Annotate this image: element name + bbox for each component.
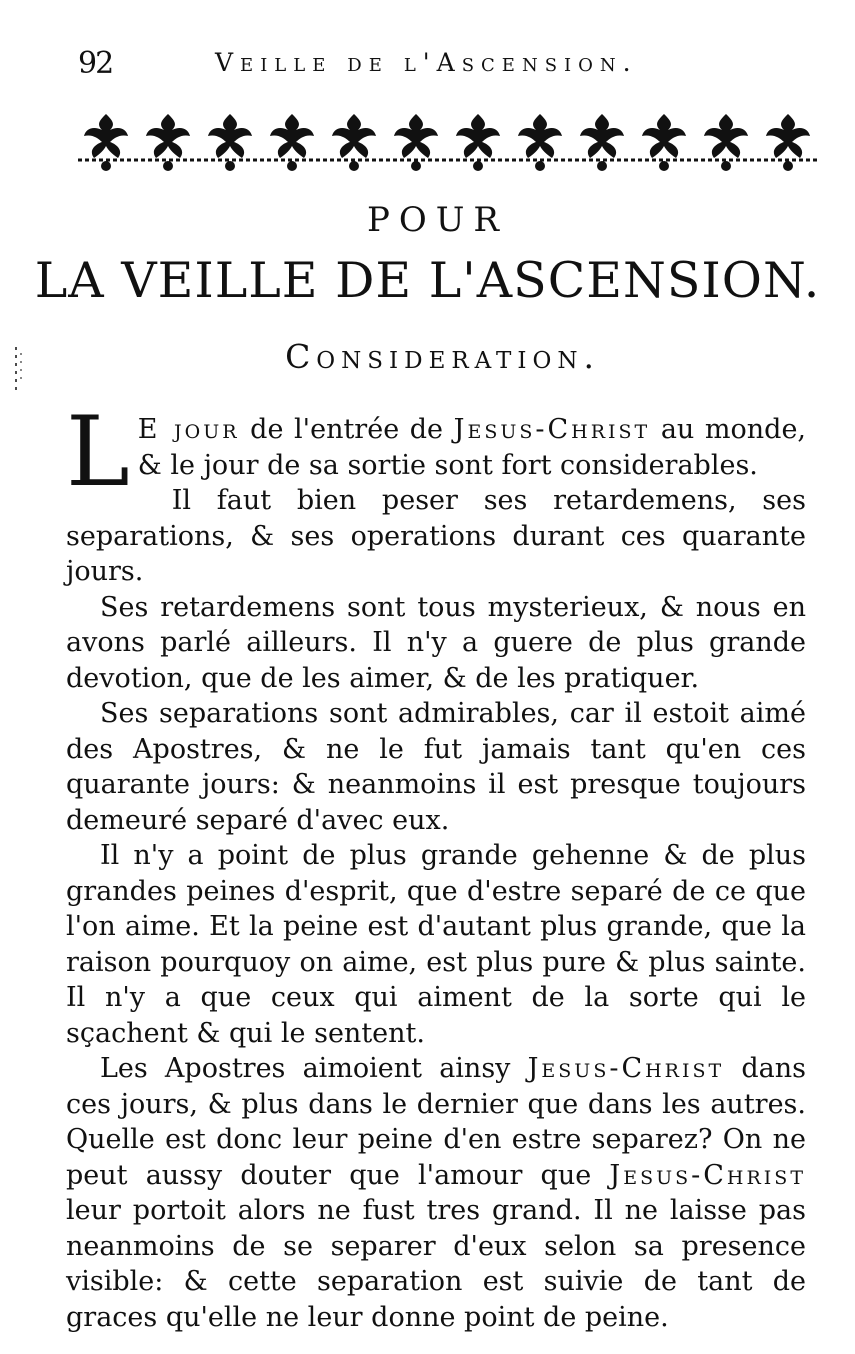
fleuron-icon xyxy=(208,114,252,171)
fleuron-ornament-icon xyxy=(78,110,820,174)
fleuron-icon xyxy=(270,114,314,171)
paragraph-text: Ses separations sont admirables, car il estoit aimé des Apostres, & ne le fut jamais tant qu'en ces quarante jours: & neanmoins il est presque toujours demeuré separé d'avec eux. xyxy=(66,698,806,836)
body-text xyxy=(66,396,807,1335)
fleuron-icon xyxy=(518,114,562,171)
paragraph-text: leur portoit alors ne fust tres grand. Il ne laisse pas neanmoins de se separer d'eux selon sa presence visible: & cette separation est suivie de tant de graces qu'elle ne leur donne point de peine. xyxy=(66,1195,806,1333)
name-jesus-christ: Jesus-Christ xyxy=(527,1053,725,1084)
page-title: LA VEILLE DE L'ASCENSION. xyxy=(34,252,821,309)
paragraph xyxy=(66,590,806,697)
fleuron-icon xyxy=(146,114,190,171)
paragraph xyxy=(66,838,806,1051)
fleuron-icon xyxy=(642,114,686,171)
fleuron-icon xyxy=(704,114,748,171)
paragraph xyxy=(66,1051,806,1335)
paragraph xyxy=(66,483,806,590)
paragraph xyxy=(66,696,806,838)
fleuron-icon xyxy=(766,114,810,171)
paragraph-text: Il n'y a point de plus grande gehenne & de plus grandes peines d'esprit, que d'estre separé de ce que l'on aime. Et la peine est d'autant plus grande, que la raison pourquoy on aime, est plus pure & plus sainte. Il n'y a que ceux qui aiment de la sorte qui le sçachent & qui le sentent. xyxy=(66,840,806,1049)
paragraph-text: dans ces jours, & plus dans le dernier que dans les autres. Quelle est donc leur peine d'en estre separez? On ne peut aussy douter que l'amour que xyxy=(66,1053,806,1191)
name-jesus-christ: Jesus-Christ xyxy=(609,1159,806,1191)
paragraph-text: Les Apostres aimoient ainsy xyxy=(100,1053,528,1084)
running-title: Veille de l'Ascension. xyxy=(215,48,638,77)
fleuron-icon xyxy=(84,114,128,171)
name-jesus-christ: Jesus-Christ xyxy=(453,414,651,445)
fleuron-icon xyxy=(580,114,624,171)
paragraph-text: Il faut bien peser ses retardemens, ses separations, & ses operations durant ces quarante jours. xyxy=(66,485,806,587)
fleuron-icon xyxy=(394,114,438,171)
paragraph xyxy=(66,396,807,508)
paragraph-text: Ses retardemens sont tous mysterieux, & nous en avons parlé ailleurs. Il n'y a guere de plus grande devotion, que de les aimer, & de les pratiquer. xyxy=(66,591,806,694)
section-subtitle: Consideration. xyxy=(285,337,600,376)
ornament-svg xyxy=(78,110,820,174)
fleuron-icon xyxy=(456,114,500,171)
heading-pour: POUR xyxy=(366,200,508,240)
fleuron-icon xyxy=(332,114,376,171)
lead-words: E jour xyxy=(137,414,240,445)
paragraph-text: au monde, & le jour de sa sortie sont fort considerables. xyxy=(137,414,807,481)
drop-cap: L xyxy=(66,396,130,508)
running-head xyxy=(70,46,810,86)
paragraph-text: de l'entrée de xyxy=(239,414,454,445)
page-number: 92 xyxy=(78,46,113,81)
